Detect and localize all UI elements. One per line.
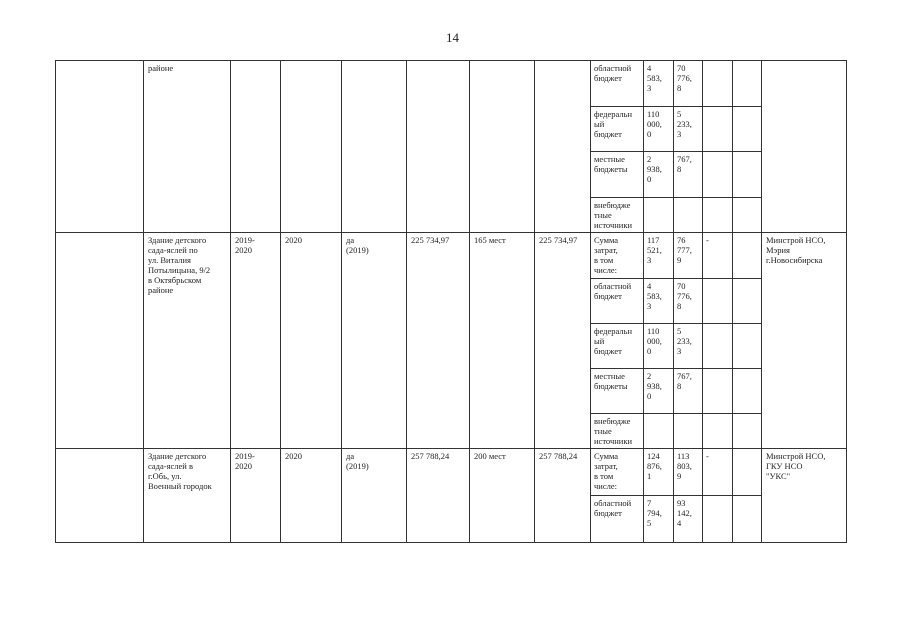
funding-source: федеральн ый бюджет [591,107,644,152]
funding-source: областной бюджет [591,61,644,107]
funding-source: внебюдже тные источники [591,198,644,233]
empty-cell [733,107,762,152]
empty-cell [342,61,407,233]
value-2019: 7 794, 5 [644,496,674,543]
empty-cell [733,324,762,369]
value-2020: 767, 8 [674,369,703,414]
table-row [56,233,847,279]
value-2020: 5 233, 3 [674,324,703,369]
empty-cell [733,496,762,543]
empty-cell [56,61,144,233]
table-row [56,449,847,496]
funding-source: внебюдже тные источники [591,414,644,449]
funding-source: местные бюджеты [591,369,644,414]
value-2020 [674,414,703,449]
design-flag: да (2019) [342,233,407,449]
capacity: 165 мест [470,233,535,449]
empty-cell [733,61,762,107]
empty-cell [733,449,762,496]
period: 2019- 2020 [231,233,281,449]
table-row [56,61,847,107]
funding-source: Сумма затрат, в том числе: [591,449,644,496]
empty-cell [703,61,733,107]
funding-source: Сумма затрат, в том числе: [591,233,644,279]
empty-cell [733,279,762,324]
value-2019 [644,414,674,449]
value-2020: 767, 8 [674,152,703,198]
responsible-org: Минстрой НСО, Мэрия г.Новосибирска [762,233,847,449]
empty-cell [762,61,847,233]
completion-year: 2020 [281,233,342,449]
object-name: районе [144,61,231,233]
value-2020: 76 777, 9 [674,233,703,279]
value-2019: 2 938, 0 [644,152,674,198]
empty-cell [733,152,762,198]
object-name: Здание детского сада-яслей в г.Обь, ул. Военный городок [144,449,231,543]
empty-cell [281,61,342,233]
remaining-cost: 225 734,97 [535,233,591,449]
empty-cell [703,414,733,449]
value-2019: 2 938, 0 [644,369,674,414]
value-2020: 93 142, 4 [674,496,703,543]
value-2019: 4 583, 3 [644,61,674,107]
empty-cell [733,414,762,449]
period: 2019- 2020 [231,449,281,543]
empty-cell [703,369,733,414]
empty-cell [703,279,733,324]
empty-cell [56,233,144,449]
estimated-cost: 225 734,97 [407,233,470,449]
investment-table [55,60,847,543]
empty-cell [733,233,762,279]
empty-cell [470,61,535,233]
remaining-cost: 257 788,24 [535,449,591,543]
funding-source: местные бюджеты [591,152,644,198]
empty-cell [231,61,281,233]
empty-cell [703,324,733,369]
object-name: Здание детского сада-яслей по ул. Виталия Потылицына, 9/2 в Октябрьском районе [144,233,231,449]
empty-cell [407,61,470,233]
empty-cell [703,496,733,543]
funding-source: областной бюджет [591,279,644,324]
value-2020: 70 776, 8 [674,61,703,107]
dash-value: - [703,449,733,496]
value-2020: 70 776, 8 [674,279,703,324]
responsible-org: Минстрой НСО, ГКУ НСО "УКС" [762,449,847,543]
value-2019: 124 876, 1 [644,449,674,496]
design-flag: да (2019) [342,449,407,543]
capacity: 200 мест [470,449,535,543]
value-2019: 110 000, 0 [644,324,674,369]
value-2019 [644,198,674,233]
page-number: 14 [446,30,459,45]
value-2020: 113 803, 9 [674,449,703,496]
empty-cell [733,198,762,233]
empty-cell [733,369,762,414]
empty-cell [535,61,591,233]
funding-source: областной бюджет [591,496,644,543]
value-2020 [674,198,703,233]
value-2020: 5 233, 3 [674,107,703,152]
empty-cell [703,198,733,233]
value-2019: 117 521, 3 [644,233,674,279]
empty-cell [703,107,733,152]
dash-value: - [703,233,733,279]
empty-cell [56,449,144,543]
empty-cell [703,152,733,198]
estimated-cost: 257 788,24 [407,449,470,543]
completion-year: 2020 [281,449,342,543]
value-2019: 110 000, 0 [644,107,674,152]
value-2019: 4 583, 3 [644,279,674,324]
funding-source: федеральн ый бюджет [591,324,644,369]
